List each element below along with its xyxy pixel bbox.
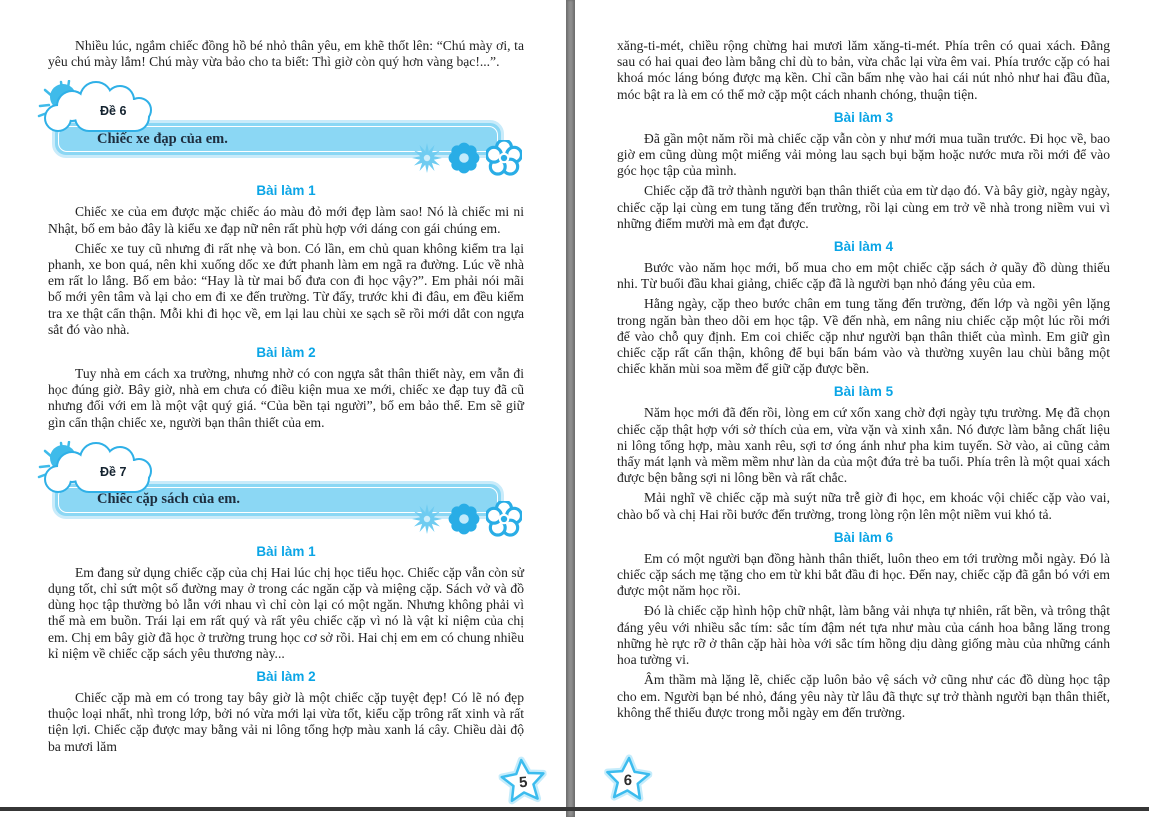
essay-heading: Bài làm 3	[833, 109, 894, 125]
sunburst-flower-icon	[412, 143, 442, 173]
paragraph: Nhiều lúc, ngắm chiếc đồng hồ bé nhỏ thân yêu, em khẽ thốt lên: “Chú mày ơi, ta yêu chú mày lắm! Chú mày vừa bảo cho ta biết: Thì giờ còn quý hơn vàng bạc!...”.	[48, 38, 524, 70]
paragraph: Năm học mới đã đến rồi, lòng em cứ xốn xang chờ đợi ngày tựu trường. Mẹ đã chọn chiếc cặp thật hợp với sở thích của em, vừa vặn và xinh xắn. Nó được làm bằng chất liệu ni lông tổng hợp, màu xanh rêu, sợi tơ óng ánh như pha kim tuyến. Sờ vào, ai cũng cảm thấy mát lạnh và mềm mềm như làn da của một đứa trẻ ba tuổi. Phía trên là một quai xách được bện bằng sợi ni lông bền và rất chắc.	[617, 405, 1110, 486]
page-bottom-edge	[0, 807, 1149, 811]
page-left	[0, 0, 568, 817]
essay-heading: Bài làm 4	[833, 239, 894, 255]
essay-heading: Bài làm 1	[256, 183, 316, 199]
paragraph: Bước vào năm học mới, bố mua cho em một chiếc cặp sách ở quầy đồ dùng thiếu nhi. Từ buổi đầu khai giảng, chiếc cặp đã là người bạn nhỏ đáng yêu của em.	[617, 260, 1110, 292]
paragraph: Chiếc cặp đã trở thành người bạn thân thiết của em từ dạo đó. Và bây giờ, ngày ngày, chiếc cặp lại cùng em tung tăng đến trường, rồi lại cùng em trở về nhà trong niềm vui vì những điểm mười mà em đạt được.	[617, 183, 1110, 231]
paragraph: Đó là chiếc cặp hình hộp chữ nhật, làm bằng vải nhựa tự nhiên, rất bền, và trông thật đáng yêu với nhiều sắc tím: sắc tím đậm nét tựa như màu của cánh hoa bằng lăng trong những hè rực rỡ ở thân cặp hài hòa với sắc tím hồng dịu dàng giống màu của những cánh hoa tường vi.	[617, 603, 1110, 668]
outline-flower-icon	[486, 501, 522, 537]
page-number-star	[497, 754, 549, 806]
book-spine	[566, 0, 575, 817]
flower-decorations	[412, 140, 522, 176]
topic-label: Đề 6	[100, 104, 127, 119]
topic-title: Chiếc xe đạp của em.	[97, 130, 228, 147]
essay-heading: Bài làm 2	[256, 669, 316, 685]
topic-label: Đề 7	[100, 464, 127, 479]
essay-heading: Bài làm 1	[256, 543, 316, 559]
outline-flower-icon	[486, 140, 522, 176]
paragraph: Mải nghĩ về chiếc cặp mà suýt nữa trễ giờ đi học, em khoác vội chiếc cặp vào vai, chào bố và chị Hai rồi bước đến trường, trong lòng rộn lên một niềm vui khó tả.	[617, 490, 1110, 522]
paragraph: Em đang sử dụng chiếc cặp của chị Hai lúc chị học tiểu học. Chiếc cặp vẫn còn sử dụng tốt, chỉ sứt một số đường may ở trong các ngăn cặp và miệng cặp. Sách vở và đồ dùng học tập thường bỏ lẫn với nhau vì chỉ còn lại có một ngăn. Nhưng không phải vì thế mà em buồn. Trái lại em rất quý và rất yêu chiếc cặp vì nó là vật kỉ niệm của chị em. Chị em bây giờ đã học ở trường trung học cơ sở rồi. Hai chị em em có chung nhiều kỉ niệm về chiếc cặp sách yêu thương này...	[48, 564, 524, 661]
page-right	[575, 0, 1149, 817]
paragraph: Chiếc cặp mà em có trong tay bây giờ là một chiếc cặp tuyệt đẹp! Có lẽ nó đẹp thuộc loại nhất, nhì trong lớp, bởi nó vừa mới lại vừa tốt, kiểu cặp trông rất xinh và rất tiện lợi. Chiếc cặp được may bằng vải ni lông tổng hợp màu xanh lá cây. Chiều dài độ ba mươi lăm	[48, 690, 524, 754]
essay-heading: Bài làm 2	[256, 345, 316, 361]
essay-heading: Bài làm 5	[833, 384, 894, 400]
paragraph: Chiếc xe của em được mặc chiếc áo màu đỏ mới đẹp làm sao! Nó là chiếc mi ni Nhật, bố em bảo đây là kiểu xe đạp nữ nên rất phù hợp với dáng con gái chúng em.	[48, 204, 524, 236]
topic-banner-de-6	[48, 78, 524, 176]
paragraph: Chiếc xe tuy cũ nhưng đi rất nhẹ và bon. Có lần, em chủ quan không kiểm tra lại phanh, xe bon quá, nên khi xuống dốc xe đứt phanh làm em ngã ra đường. Lúc về nhà em rất lo lắng. Bố em bảo: “Hay là từ mai bố đưa con đi học vậy?”. Em phải nói mãi bố mới yên tâm và lại cho em đi xe đến trường. Từ đấy, trước khi đi đâu, em đều kiểm tra xe thật cẩn thận. Mỗi khi đi học về, em lại lau chùi xe sạch sẽ rồi mới dắt con ngựa sắt đó vào nhà.	[48, 240, 524, 337]
gear-flower-icon	[447, 502, 481, 536]
page-number: 5	[518, 773, 529, 791]
page-number: 6	[623, 771, 633, 789]
paragraph: Tuy nhà em cách xa trường, nhưng nhờ có con ngựa sắt thân thiết này, em vẫn đi học đúng giờ. Bây giờ, nhà em chưa có điều kiện mua xe mới, chiếc xe đạp tuy đã cũ nhưng đối với em là một vật quý giá. “Của bền tại người”, bố em bảo thế. Em sẽ giữ gìn cẩn thận chiếc xe, người bạn thân thiết của em.	[48, 366, 524, 430]
topic-banner-de-7	[48, 439, 524, 537]
paragraph: Âm thầm mà lặng lẽ, chiếc cặp luôn bảo vệ sách vở cũng như các đồ dùng học tập cho em. Người bạn bé nhỏ, đáng yêu này từ lâu đã thực sự trở thành người bạn thân thiết, không thể thiếu được trong mỗi ngày em đến trường.	[617, 672, 1110, 720]
gear-flower-icon	[447, 141, 481, 175]
paragraph: Em có một người bạn đồng hành thân thiết, luôn theo em tới trường mỗi ngày. Đó là chiếc cặp sách mẹ tặng cho em từ khi bắt đầu đi học. Đến nay, chiếc cặp đã gắn bó với em được một năm học rồi.	[617, 550, 1110, 599]
essay-heading: Bài làm 6	[833, 529, 894, 545]
sunburst-flower-icon	[412, 504, 442, 534]
flower-decorations	[412, 501, 522, 537]
page-number-star	[603, 753, 653, 803]
paragraph: Đã gần một năm rồi mà chiếc cặp vẫn còn y như mới mua tuần trước. Đi học về, bao giờ em cũng dùng một miếng vải mỏng lau sạch bụi bặm hoặc nước mưa rồi mới để vào góc học tập của mình.	[617, 130, 1110, 179]
paragraph: Hằng ngày, cặp theo bước chân em tung tăng đến trường, đến lớp và ngồi yên lặng trong ngăn bàn theo dõi em học tập. Về đến nhà, em nâng niu chiếc cặp một lúc rồi mới để vào chỗ quy định. Em coi chiếc cặp như người bạn thân thiết của mình. Em giữ gìn chiếc cặp rất cẩn thận, không để bụi bẩn bám vào và thường xuyên lau chùi bằng một chiếc khăn mùi soa mềm để giữ cặp được bền.	[617, 296, 1110, 377]
paragraph: xăng-ti-mét, chiều rộng chừng hai mươi lăm xăng-ti-mét. Phía trên có quai xách. Đằng sau có hai quai đeo làm bằng chỉ dù to bản, vừa chắc lại vừa êm vai. Phía trước cặp có hai khoá móc láng bóng được mạ kền. Chỉ cần bấm nhẹ vào hai cái nút nhỏ như hai đầu đũa, móc bật ra là em có thể mở cặp một cách nhanh chóng, thuận tiện.	[617, 38, 1110, 102]
topic-title: Chiếc cặp sách của em.	[97, 491, 240, 508]
